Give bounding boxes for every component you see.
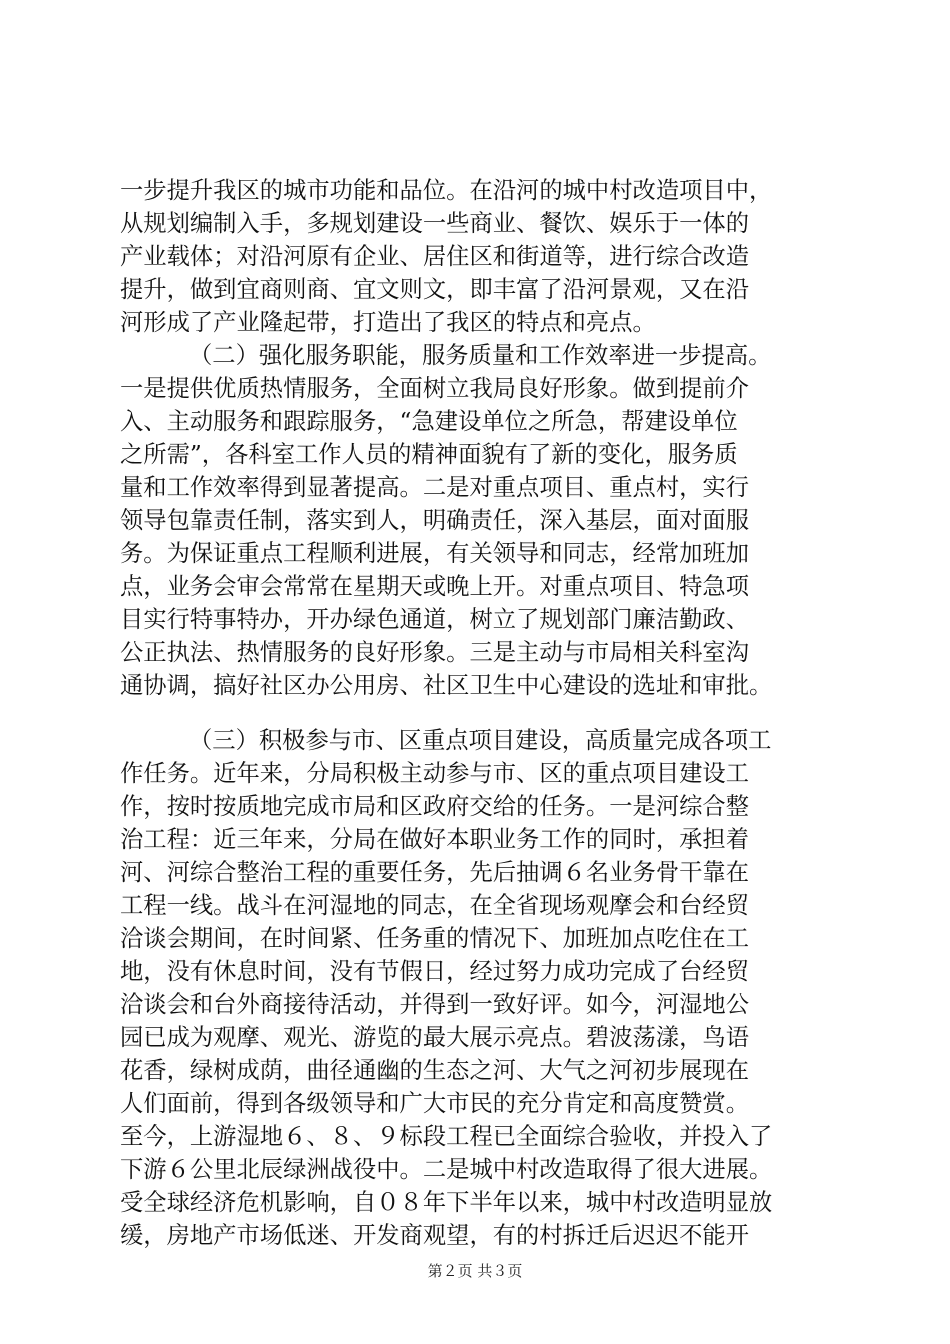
text-line: （二）强化服务职能，服务质量和工作效率进一步提高。 (189, 342, 772, 369)
text-line: 河、河综合整治工程的重要任务，先后抽调６名业务骨干靠在 (120, 859, 750, 886)
text-line: 洽谈会期间，在时间紧、任务重的情况下、加班加点吃住在工 (120, 925, 750, 952)
text-line: 目实行特事特办，开办绿色通道，树立了规划部门廉洁勤政、 (120, 606, 750, 633)
text-line: 人们面前，得到各级领导和广大市民的充分肯定和高度赞赏。 (120, 1090, 750, 1117)
document-body (120, 174, 832, 1252)
text-line: 受全球经济危机影响，自０８年下半年以来，城中村改造明显放 (120, 1189, 773, 1216)
text-line: 至今，上游湿地６、８、９标段工程已全面综合验收，并投入了 (120, 1123, 773, 1150)
text-line: 领导包靠责任制，落实到人，明确责任，深入基层，面对面服 (120, 507, 750, 534)
text-line: 点，业务会审会常常在星期天或晚上开。对重点项目、特急项 (120, 573, 750, 600)
text-line: 量和工作效率得到显著提高。二是对重点项目、重点村，实行 (120, 474, 750, 501)
text-line: 入、主动服务和跟踪服务，“急建设单位之所急，帮建设单位 (120, 408, 738, 435)
text-line: （三）积极参与市、区重点项目建设，高质量完成各项工 (189, 727, 772, 754)
paragraph-1 (120, 174, 832, 339)
paragraph-spacer (120, 702, 832, 724)
text-line: 产业载体；对沿河原有企业、居住区和街道等，进行综合改造 (120, 243, 750, 270)
text-line: 务。为保证重点工程顺利进展，有关领导和同志，经常加班加 (120, 540, 750, 567)
text-line: 提升，做到宜商则商、宜文则文，即丰富了沿河景观，又在沿 (120, 276, 750, 303)
text-line: 作，按时按质地完成市局和区政府交给的任务。一是河综合整 (120, 793, 750, 820)
text-line: 河形成了产业隆起带，打造出了我区的特点和亮点。 (120, 309, 656, 336)
text-line: 通协调，搞好社区办公用房、社区卫生中心建设的选址和审批。 (120, 672, 773, 699)
text-line: 治工程：近三年来，分局在做好本职业务工作的同时，承担着 (120, 826, 750, 853)
page-number-footer: 第２页 共３页 (427, 1262, 523, 1280)
text-line: 公正执法、热情服务的良好形象。三是主动与市局相关科室沟 (120, 639, 750, 666)
text-line: 地，没有休息时间，没有节假日，经过努力成功完成了台经贸 (120, 958, 750, 985)
text-line: 之所需”，各科室工作人员的精神面貌有了新的变化，服务质 (120, 441, 738, 468)
paragraph-3 (120, 724, 832, 1252)
paragraph-2 (120, 339, 832, 702)
text-line: 洽谈会和台外商接待活动，并得到一致好评。如今，河湿地公 (120, 991, 750, 1018)
text-line: 一是提供优质热情服务，全面树立我局良好形象。做到提前介 (120, 375, 750, 402)
text-line: 缓，房地产市场低迷、开发商观望，有的村拆迁后迟迟不能开 (120, 1222, 750, 1249)
text-line: 从规划编制入手，多规划建设一些商业、餐饮、娱乐于一体的 (120, 210, 750, 237)
text-line: 下游６公里北辰绿洲战役中。二是城中村改造取得了很大进展。 (120, 1156, 773, 1183)
text-line: 园已成为观摩、观光、游览的最大展示亮点。碧波荡漾，鸟语 (120, 1024, 750, 1051)
text-line: 作任务。近年来，分局积极主动参与市、区的重点项目建设工 (120, 760, 750, 787)
text-line: 花香，绿树成荫，曲径通幽的生态之河、大气之河初步展现在 (120, 1057, 750, 1084)
text-line: 工程一线。战斗在河湿地的同志，在全省现场观摩会和台经贸 (120, 892, 750, 919)
text-line: 一步提升我区的城市功能和品位。在沿河的城中村改造项目中， (120, 177, 773, 204)
